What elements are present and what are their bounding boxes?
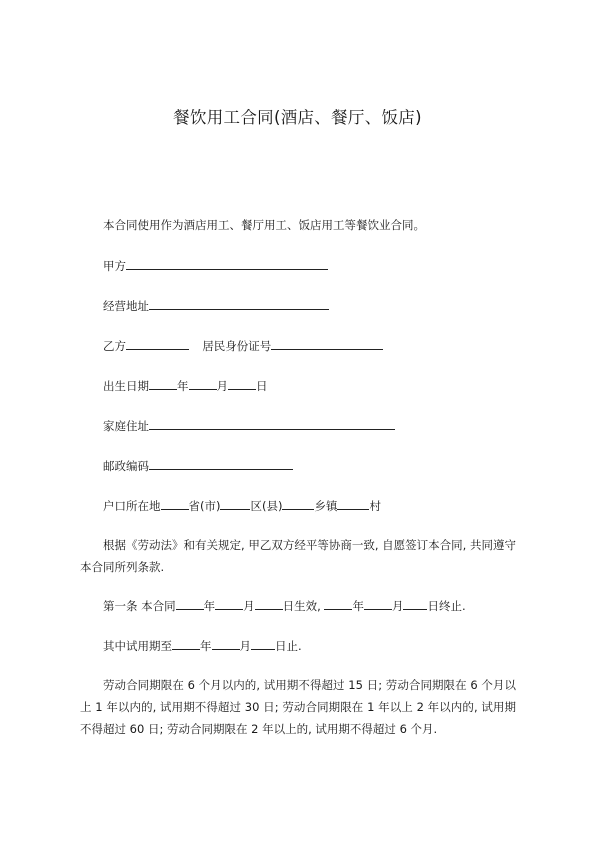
province-city-label: 省(市) xyxy=(188,499,221,513)
id-number-blank[interactable] xyxy=(271,338,383,350)
party-b-line xyxy=(103,338,383,353)
probation-year-label: 年 xyxy=(200,639,212,653)
home-address-label: 家庭住址 xyxy=(103,419,149,433)
document-title: 餐饮用工合同(酒店、餐厅、饭店) xyxy=(173,108,422,127)
business-address-blank[interactable] xyxy=(149,298,329,310)
probation-end-label: 日止. xyxy=(275,639,302,653)
household-registration-line xyxy=(103,498,381,513)
basis-paragraph: 根据《劳动法》和有关规定, 甲乙双方经平等协商一致, 自愿签订本合同, 共同遵守本合同所列条款. xyxy=(80,538,516,574)
village-blank[interactable] xyxy=(337,498,369,510)
business-address-line xyxy=(103,298,329,313)
home-address-line xyxy=(103,418,395,433)
party-b-label: 乙方 xyxy=(103,339,126,353)
birth-month-blank[interactable] xyxy=(189,378,217,390)
birth-date-line xyxy=(103,378,268,393)
id-number-label: 居民身份证号 xyxy=(202,339,272,353)
birth-day-label: 日 xyxy=(256,379,268,393)
village-label: 村 xyxy=(369,499,381,513)
household-registration-label: 户口所在地 xyxy=(103,499,161,513)
start-month-blank[interactable] xyxy=(215,598,243,610)
district-blank[interactable] xyxy=(220,498,250,510)
intro-text: 本合同使用作为酒店用工、餐厅用工、饭店用工等餐饮业合同。 xyxy=(103,218,425,232)
start-month-label: 月 xyxy=(243,599,255,613)
probation-month-label: 月 xyxy=(239,639,251,653)
province-blank[interactable] xyxy=(161,498,189,510)
postal-code-label: 邮政编码 xyxy=(103,459,149,473)
birth-year-label: 年 xyxy=(177,379,189,393)
home-address-blank[interactable] xyxy=(149,418,395,430)
business-address-label: 经营地址 xyxy=(103,299,149,313)
party-a-label: 甲方 xyxy=(103,259,126,273)
article-one-lead: 第一条 本合同 xyxy=(103,599,176,613)
probation-rules-paragraph: 劳动合同期限在 6 个月以内的, 试用期不得超过 15 日; 劳动合同期限在 6 个月以上 1 年以内的, 试用期不得超过 30 日; 劳动合同期限在 1 年以上 2 年以内的, 试用期不得超过 60 日; 劳动合同期限在 2 年以上的, 试用期不得超过 6 个月. xyxy=(80,678,516,736)
birth-month-label: 月 xyxy=(216,379,228,393)
start-day-blank[interactable] xyxy=(255,598,283,610)
end-day-blank[interactable] xyxy=(403,598,427,610)
end-year-blank[interactable] xyxy=(324,598,352,610)
effective-label: 日生效, xyxy=(282,599,321,613)
probation-month-blank[interactable] xyxy=(212,638,240,650)
township-label: 乡镇 xyxy=(314,499,338,513)
article-one-line xyxy=(103,598,466,613)
end-month-label: 月 xyxy=(391,599,404,613)
start-year-label: 年 xyxy=(203,599,216,613)
district-county-label: 区(县) xyxy=(250,499,283,513)
probation-line xyxy=(103,638,302,653)
probation-lead: 其中试用期至 xyxy=(103,639,172,653)
start-year-blank[interactable] xyxy=(176,598,204,610)
probation-day-blank[interactable] xyxy=(251,638,275,650)
party-a-blank[interactable] xyxy=(126,258,328,270)
probation-year-blank[interactable] xyxy=(172,638,200,650)
end-year-label: 年 xyxy=(352,599,364,613)
postal-code-blank[interactable] xyxy=(149,458,293,470)
birth-date-label: 出生日期 xyxy=(103,379,149,393)
postal-code-line xyxy=(103,458,293,473)
party-b-blank[interactable] xyxy=(126,338,189,350)
birth-year-blank[interactable] xyxy=(149,378,177,390)
end-month-blank[interactable] xyxy=(364,598,392,610)
township-blank[interactable] xyxy=(282,498,314,510)
terminate-label: 日终止. xyxy=(427,599,466,613)
birth-day-blank[interactable] xyxy=(228,378,256,390)
party-a-line xyxy=(103,258,328,273)
